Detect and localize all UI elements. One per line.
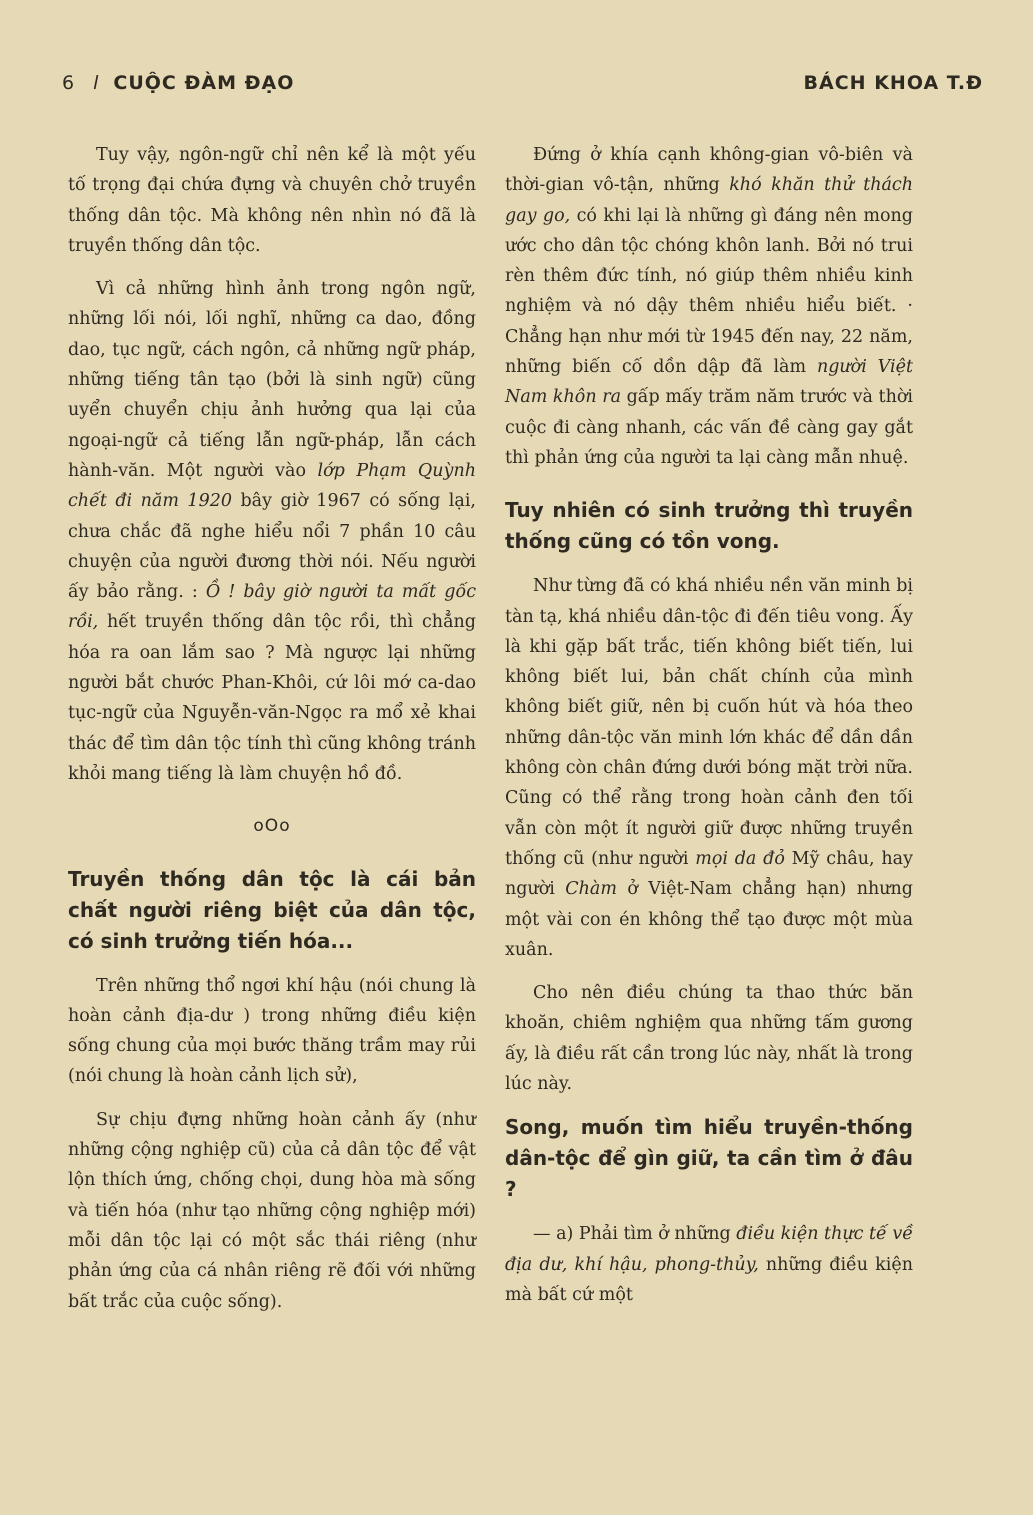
text-run: — a) Phải tìm ở những [533, 1224, 737, 1245]
section-separator: oOo [253, 816, 291, 837]
page-header [62, 72, 983, 104]
paragraph [505, 140, 913, 473]
paragraph: Tuy vậy, ngôn-ngữ chỉ nên kể là một yếu tố trọng đại chứa đựng và chuyên chở truyền thống dân tộc. Mà không nên nhìn nó đã là truyền thống dân tộc. [68, 145, 476, 256]
italic-run: người Việt Nam khôn ra [505, 357, 913, 408]
right-column [505, 140, 913, 1323]
paragraph [68, 274, 476, 789]
italic-run: Chàm [565, 879, 617, 900]
text-run: gấp mấy trăm năm trước và thời cuộc đi càng nhanh, các vấn đề càng gay gắt thì phản ứng của người ta lại càng mẫn nhuệ. [505, 387, 913, 468]
text-run: có khi lại là những gì đáng nên mong ước cho dân tộc chóng khôn lanh. Bởi nó trui rèn thêm đức tính, nó giúp thêm nhiều kinh nghiệm và nó dậy thêm nhiều hiểu biết. · Chẳng hạn như mới từ 1945 đến nay, 22 năm, những biến cố dồn dập đã làm [505, 205, 913, 378]
paragraph [505, 571, 913, 965]
publication-title: BÁCH KHOA T.Đ [803, 72, 983, 94]
paragraph: Cho nên điều chúng ta thao thức băn khoăn, chiêm nghiệm qua những tấm gương ấy, là điều rất cần trong lúc này, nhất là trong lúc này. [505, 983, 913, 1095]
header-left [62, 72, 294, 94]
paragraph [505, 1219, 913, 1310]
text-run: hết truyền thống dân tộc rồi, thì chẳng hóa ra oan lắm sao ? Mà ngược lại những người bắt chước Phan-Khôi, cứ lôi mớ ca-dao tục-ngữ của Nguyễn-văn-Ngọc ra mổ xẻ khai thác để tìm dân tộc tính thì cũng không tránh khỏi mang tiếng là làm chuyện hồ đồ. [68, 612, 476, 784]
text-run: những điều kiện mà bất cứ một [505, 1254, 914, 1305]
section-title: CUỘC ĐÀM ĐẠO [113, 72, 295, 94]
header-separator: l [93, 72, 100, 94]
section-heading: Truyền thống dân tộc là cái bản chất người riêng biệt của dân tộc, có sinh trưởng tiến hóa... [68, 866, 476, 953]
text-run: bây giờ 1967 có sống lại, chưa chắc đã nghe hiểu nổi 7 phần 10 câu chuyện của người đương thời nói. Nếu người ấy bảo rằng. : [68, 491, 476, 603]
section-heading: Tuy nhiên có sinh trưởng thì truyền thống cũng có tồn vong. [505, 498, 913, 554]
paragraph: Trên những thổ ngơi khí hậu (nói chung là hoàn cảnh địa-dư ) trong những điều kiện sống chung của mọi bước thăng trầm may rủi (nói chung là hoàn cảnh lịch sử), [68, 975, 476, 1087]
italic-run: Ồ ! bây giờ người ta mất gốc rồi, [68, 582, 476, 633]
italic-run: mọi da đỏ [695, 848, 785, 869]
italic-run: khó khăn thử thách gay go, [505, 175, 913, 226]
section-heading: Song, muốn tìm hiểu truyền-thống dân-tộc để gìn giữ, ta cần tìm ở đâu ? [505, 1115, 913, 1202]
page-number: 6 [62, 72, 76, 94]
text-run: Mỹ châu, hay người [505, 848, 913, 900]
italic-run: điều kiện thực tế về địa dư, khí hậu, phong-thủy, [505, 1224, 914, 1275]
text-run: Như từng đã có khá nhiều nền văn minh bị tàn tạ, khá nhiều dân-tộc đi đến tiêu vong. Ấy là khi gặp bất trắc, tiến không biết tiến, lui không biết lui, bản chất chính của mình không biết giữ, nên bị cuốn hút và hóa theo những dân-tộc văn minh lớn khác để dần dần không còn chân đứng dưới bóng mặt trời nữa. Cũng có thể rằng trong hoàn cảnh đen tối vẫn còn một ít người giữ được những truyền thống cũ (như người [505, 576, 913, 869]
paragraph: Sự chịu đựng những hoàn cảnh ấy (như những cộng nghiệp cũ) của cả dân tộc để vật lộn thích ứng, chống chọi, dung hòa mà sống và tiến hóa (như tạo những cộng nghiệp mới) mỗi dân tộc lại có một sắc thái riêng (như phản ứng của cá nhân riêng rẽ đối với những bất trắc của cuộc sống). [68, 1109, 476, 1312]
text-run: Vì cả những hình ảnh trong ngôn ngữ, những lối nói, lối nghĩ, những ca dao, đồng dao, tục ngữ, cách ngôn, cả những ngữ pháp, những tiếng tân tạo (bởi là sinh ngữ) cũng uyển chuyển chịu ảnh hưởng qua lại của ngoại-ngữ cả tiếng lẫn ngữ-pháp, lẫn cách hành-văn. Một người vào [68, 279, 476, 481]
text-run: Đứng ở khía cạnh không-gian vô-biên và thời-gian vô-tận, những [505, 145, 913, 196]
left-column [68, 140, 476, 1330]
text-run: ở Việt-Nam chẳng hạn) nhưng một vài con én không thể tạo được một mùa xuân. [505, 879, 913, 960]
italic-run: lớp Phạm Quỳnh chết đi năm 1920 [68, 460, 476, 512]
